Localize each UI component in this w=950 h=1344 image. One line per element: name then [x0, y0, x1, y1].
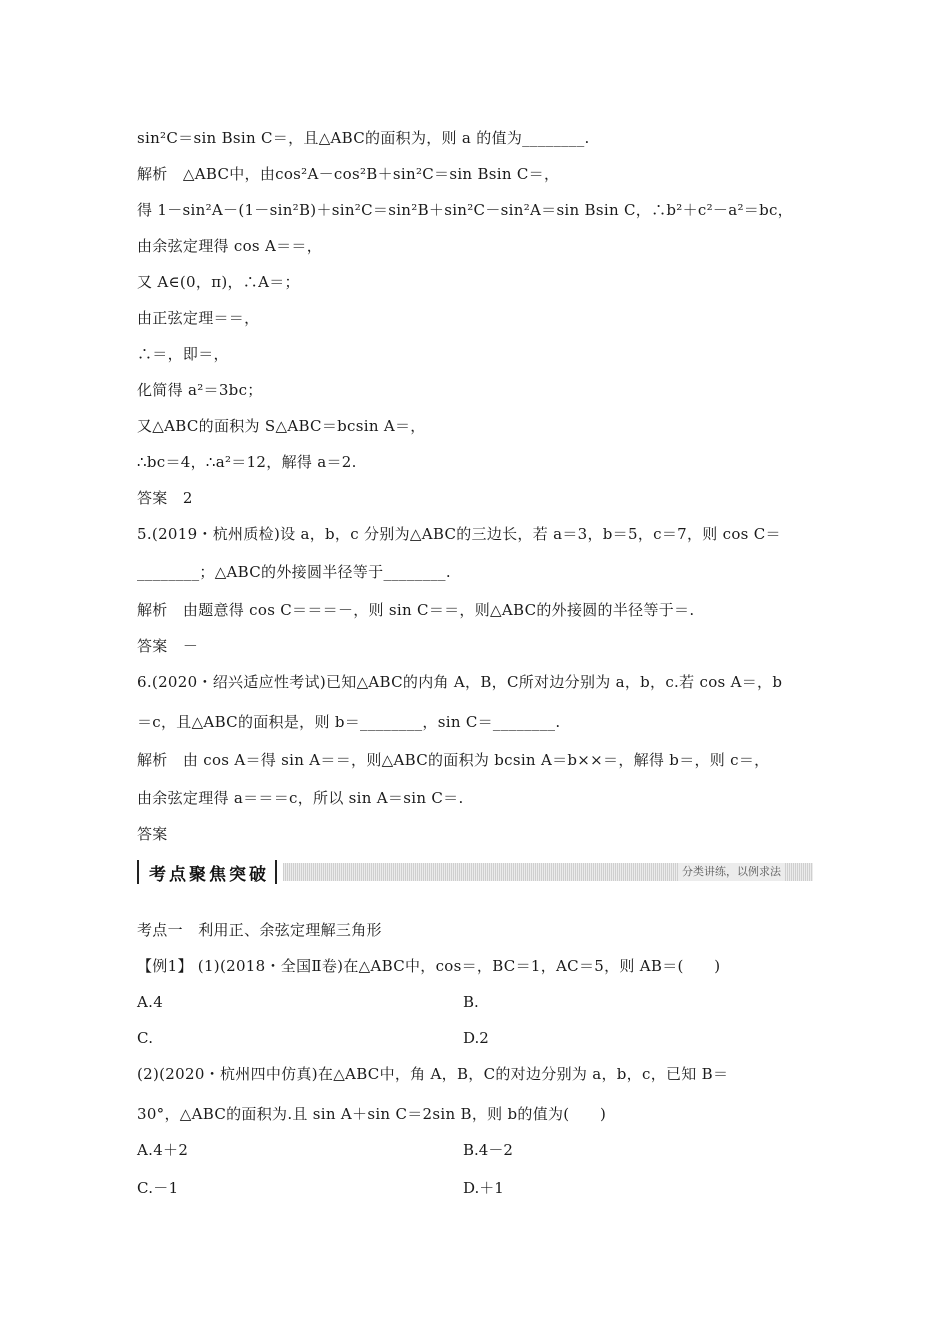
option-c: C.－1 [137, 1179, 179, 1197]
option-a: A.4＋2 [137, 1141, 189, 1159]
text-line: 又 A∈(0，π)，∴A＝； [137, 273, 300, 291]
banner-title: 考点聚焦突破 [137, 860, 277, 884]
option-d: D.2 [463, 1029, 489, 1047]
text-line: ∴bc＝4，∴a²＝12，解得 a＝2. [137, 453, 357, 471]
text-line: 又△ABC的面积为 S△ABC＝bcsin A＝， [137, 417, 426, 435]
answer-line: 答案 [137, 825, 168, 843]
text-line: 由余弦定理得 cos A＝＝， [137, 237, 322, 255]
example-1: 【例1】 (1)(2018・全国Ⅱ卷)在△ABC中，cos＝，BC＝1，AC＝5，则 AB＝( ) [137, 957, 721, 975]
text-line: 化简得 a²＝3bc； [137, 381, 263, 399]
text-line: 得 1－sin²A－(1－sin²B)＋sin²C＝sin²B＋sin²C－sin²A＝sin Bsin C，∴b²＋c²－a²＝bc， [137, 201, 793, 219]
option-c: C. [137, 1029, 154, 1047]
text-line: 由正弦定理＝＝， [137, 309, 260, 327]
example-2-line-1: (2)(2020・杭州四中仿真)在△ABC中，角 A，B，C的对边分别为 a，b，c，已知 B＝ [137, 1065, 729, 1083]
option-b: B.4－2 [463, 1141, 513, 1159]
text-line: 由余弦定理得 a＝＝＝c，所以 sin A＝sin C＝. [137, 789, 464, 807]
option-b: B. [463, 993, 479, 1011]
text-line: ∴＝，即＝， [137, 345, 229, 363]
section-heading: 考点一 利用正、余弦定理解三角形 [137, 921, 382, 939]
option-a: A.4 [137, 993, 164, 1011]
question-6: 6.(2020・绍兴适应性考试)已知△ABC的内角 A，B，C所对边分别为 a，b，c.若 cos A＝，b [137, 673, 783, 691]
text-line: 解析 由 cos A＝得 sin A＝＝，则△ABC的面积为 bcsin A＝b××＝，解得 b＝，则 c＝， [137, 751, 770, 769]
question-6-blanks: ＝c，且△ABC的面积是，则 b＝________，sin C＝________. [137, 713, 561, 731]
text-line: 解析 由题意得 cos C＝＝＝－，则 sin C＝＝，则△ABC的外接圆的半径等于＝. [137, 601, 695, 619]
text-line: sin²C＝sin Bsin C＝，且△ABC的面积为，则 a 的值为________. [137, 129, 590, 147]
section-banner [137, 860, 813, 884]
example-2-line-2: 30°，△ABC的面积为.且 sin A＋sin C＝2sin B，则 b的值为( ) [137, 1105, 607, 1123]
question-5: 5.(2019・杭州质检)设 a，b，c 分别为△ABC的三边长，若 a＝3，b＝5，c＝7，则 cos C＝ [137, 525, 781, 543]
banner-tagline: 分类讲练，以例求法 [678, 863, 785, 881]
text-line: 解析 △ABC中，由cos²A－cos²B＋sin²C＝sin Bsin C＝， [137, 165, 560, 183]
question-5-blanks: ________；△ABC的外接圆半径等于________. [137, 563, 451, 581]
answer-line: 答案 － [137, 637, 199, 655]
answer-line: 答案 2 [137, 489, 193, 507]
option-d: D.＋1 [463, 1179, 504, 1197]
